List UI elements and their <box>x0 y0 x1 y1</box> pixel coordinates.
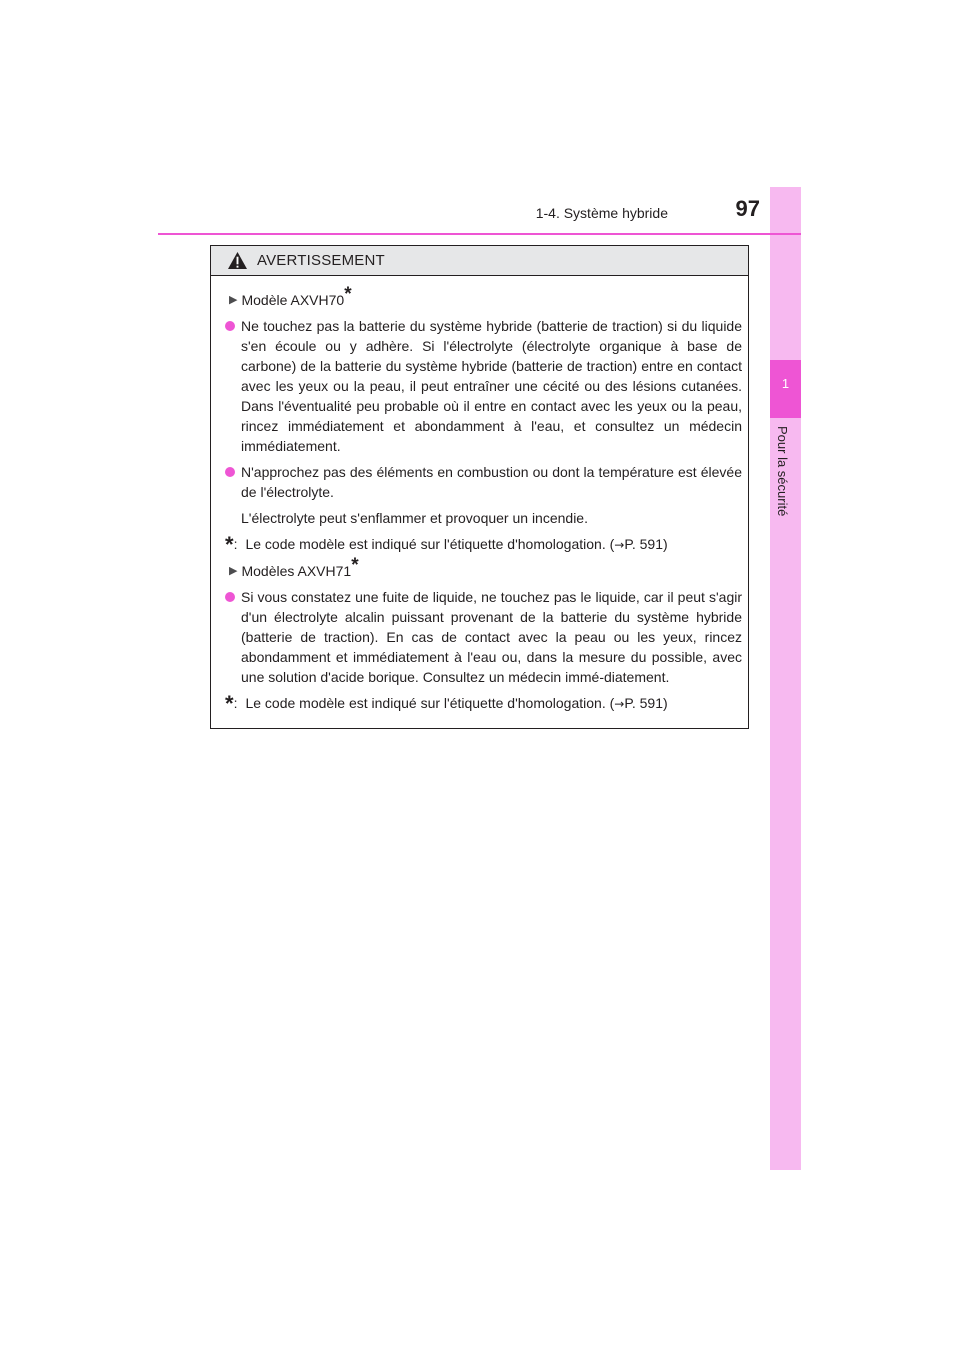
list-item <box>225 587 742 687</box>
triangle-arrow-icon: ▶ <box>229 294 238 306</box>
bullet-extra-text: L'électrolyte peut s'enflammer et provoquer un incendie. <box>241 510 588 526</box>
model-footnote-mark: * <box>351 555 359 576</box>
side-tab <box>770 187 801 1170</box>
footnote <box>225 693 742 714</box>
bullet-text: N'approchez pas des éléments en combustion ou dont la température est élevée de l'électrolyte. <box>241 464 742 500</box>
page-number: 97 <box>735 196 760 221</box>
footnote-colon: : <box>233 695 238 711</box>
footnote-colon: : <box>233 536 238 552</box>
triangle-arrow-icon: ▶ <box>229 565 238 577</box>
model-heading <box>225 284 742 310</box>
chapter-title: Pour la sécurité <box>775 426 790 517</box>
footnote-star: * <box>225 691 234 716</box>
bullet-text: Ne touchez pas la batterie du système hybride (batterie de traction) si du liquide s'en écoule ou y adhère. Si l'électrolyte (électrolyte organique à base de carbone) de la batterie du système hybride (batterie de traction) entre en contact avec les yeux ou la peau, il peut entraîner une cécité ou des lésions cutanées. Dans l'éventualité peu probable où il entre en contact avec les yeux ou la peau, rincez immédiatement et abondamment à l'eau, et consultez un médecin immédiatement. <box>241 318 742 454</box>
section-title: 1-4. Système hybride <box>535 205 668 221</box>
list-item <box>225 462 742 502</box>
warning-title: AVERTISSEMENT <box>257 252 385 269</box>
page-ref-link[interactable]: P. 591) <box>624 536 668 552</box>
list-item <box>225 316 742 456</box>
warning-header <box>211 246 748 276</box>
bullet-dot-icon <box>225 321 235 331</box>
page-ref-link[interactable]: P. 591) <box>624 695 668 711</box>
page-ref-arrow-icon: → <box>614 697 625 711</box>
warning-body <box>211 276 748 714</box>
footnote <box>225 534 742 555</box>
footnote-text: Le code modèle est indiqué sur l'étiquette d'homologation. (→P. 591) <box>245 536 668 552</box>
bullet-dot-icon <box>225 592 235 602</box>
model-label: Modèles AXVH71 <box>241 563 352 579</box>
footnote-star: * <box>225 532 234 557</box>
warning-box <box>210 245 749 729</box>
model-footnote-mark: * <box>344 284 352 305</box>
header-rule <box>158 233 801 235</box>
footnote-text: Le code modèle est indiqué sur l'étiquette d'homologation. (→P. 591) <box>245 695 668 711</box>
model-heading <box>225 555 742 581</box>
bullet-text: Si vous constatez une fuite de liquide, ne touchez pas le liquide, car il peut s'agir d'un électrolyte alcalin puissant provenant de la batterie du système hybride (batterie de traction). En cas de contact avec la peau ou les yeux, rincez abondamment et immédiatement à l'eau ou, dans la mesure du possible, avec une solution d'acide borique. Consultez un médecin immé-diatement. <box>241 589 742 685</box>
bullet-dot-icon <box>225 467 235 477</box>
page-ref-arrow-icon: → <box>614 538 625 552</box>
warning-triangle-icon <box>227 251 248 270</box>
chapter-number: 1 <box>781 376 790 391</box>
model-label: Modèle AXVH70 <box>241 292 345 308</box>
